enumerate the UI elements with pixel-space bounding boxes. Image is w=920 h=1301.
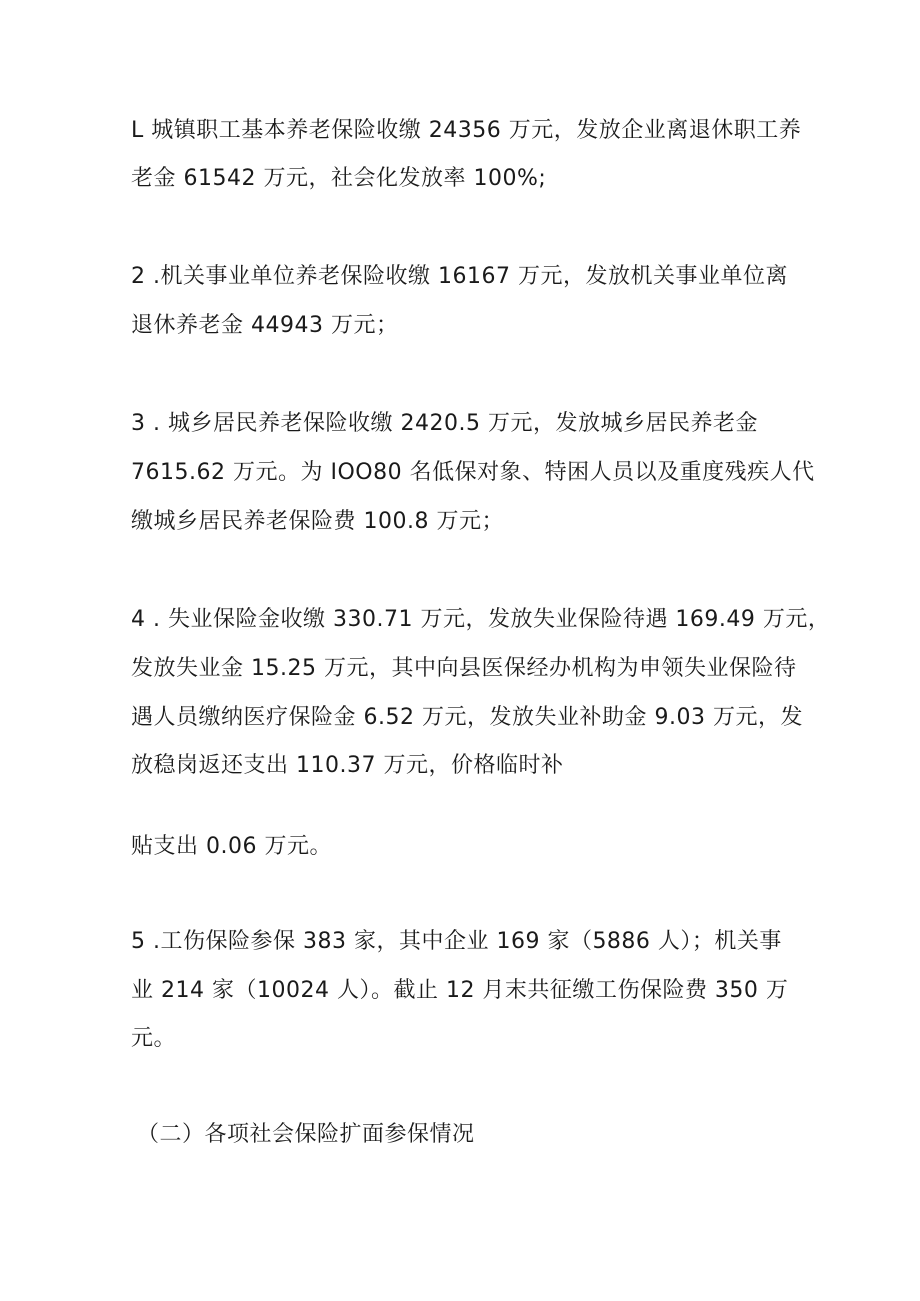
paragraph-1-line-2: 老金 61542 万元，社会化发放率 100%; (131, 166, 547, 191)
paragraph-4-line-2: 发放失业金 15.25 万元，其中向县医保经办机构为申领失业保险待 (131, 656, 797, 681)
paragraph-3-line-3: 缴城乡居民养老保险费 100.8 万元； (131, 509, 504, 534)
paragraph-6-line-1: 5 .工伤保险参保 383 家，其中企业 169 家（5886 人）；机关事 (131, 929, 782, 954)
paragraph-6-line-3: 元。 (131, 1026, 177, 1051)
paragraph-1-line-1: L 城镇职工基本养老保险收缴 24356 万元，发放企业离退休职工养 (131, 118, 802, 143)
section-heading: （二）各项社会保险扩面参保情况 (137, 1122, 475, 1147)
paragraph-3-line-2: 7615.62 万元。为 IOO80 名低保对象、特困人员以及重度残疾人代 (131, 460, 815, 485)
paragraph-4-line-3: 遇人员缴纳医疗保险金 6.52 万元，发放失业补助金 9.03 万元，发 (131, 705, 803, 730)
paragraph-2-line-1: 2 .机关事业单位养老保险收缴 16167 万元，发放机关事业单位离 (131, 264, 788, 289)
paragraph-4-line-1: 4 . 失业保险金收缴 330.71 万元，发放失业保险待遇 169.49 万元， (131, 607, 831, 632)
paragraph-3-line-1: 3 . 城乡居民养老保险收缴 2420.5 万元，发放城乡居民养老金 (131, 411, 758, 436)
paragraph-5-line-1: 贴支出 0.06 万元。 (131, 834, 332, 859)
paragraph-6-line-2: 业 214 家（10024 人）。截止 12 月末共征缴工伤保险费 350 万 (131, 978, 789, 1003)
paragraph-2-line-2: 退休养老金 44943 万元； (131, 313, 399, 338)
paragraph-4-line-4: 放稳岗返还支出 110.37 万元，价格临时补 (131, 753, 564, 778)
